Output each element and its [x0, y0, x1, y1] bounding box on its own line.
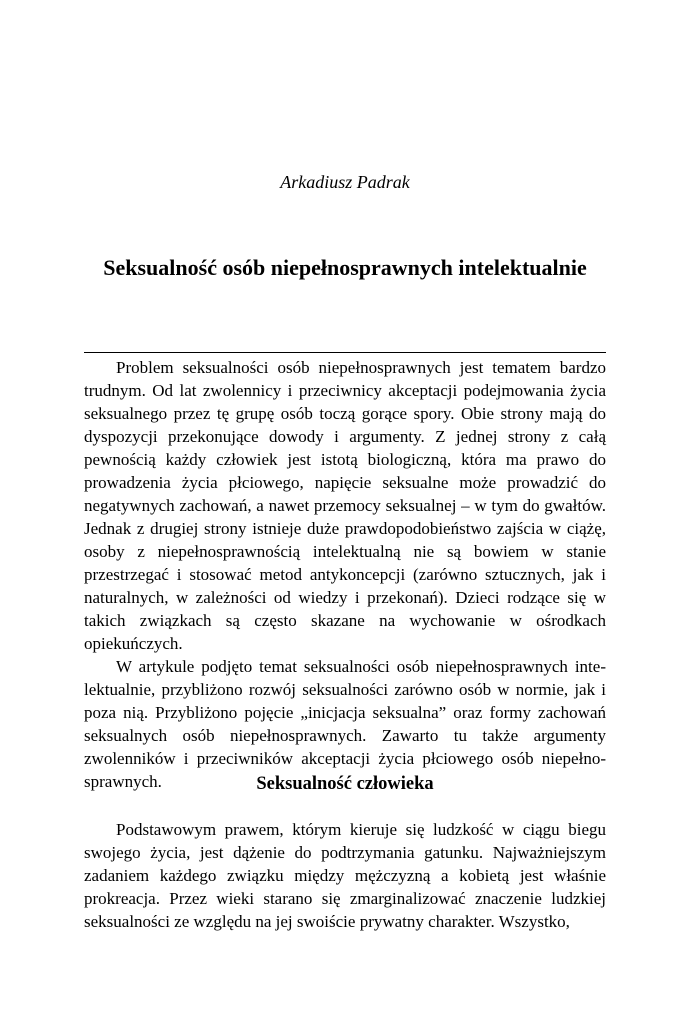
section-body: [84, 818, 606, 933]
horizontal-rule: [84, 352, 606, 353]
section-heading: Seksualność człowieka: [256, 774, 434, 794]
author-name: Arkadiusz Padrak: [280, 172, 410, 192]
abstract-paragraph-1: Problem seksualności osób niepełnosprawnych jest tematem bardzo trudnym. Od lat zwolennicy i przeciwnicy akceptacji podejmowania życia seksualnego przez tę grupę osób toczą gorące spory. Obie strony mają do dyspozycji przekonujące dowody i argumenty. Z jednej strony z całą pewnością każdy człowiek jest istotą biologiczną, która ma prawo do prowadzenia życia płciowego, napięcie seksualne może prowadzić do negatywnych zachowań, a nawet przemocy seksualnej – w tym do gwałtów. Jednak z drugiej strony istnieje duże prawdopodobieństwo zajścia w ciążę, osoby z niepełnosprawnością intelektualną nie są bowiem w stanie przestrzegać i stosować metod antykoncepcji (zarówno sztucznych, jak i naturalnych, w zależności od wiedzy i przekonań). Dzieci rodzące się w takich związkach są często skazane na wychowanie w ośrodkach opiekuńczych.: [84, 358, 606, 653]
abstract-paragraph-2: W artykule podjęto temat seksualności osób niepełnosprawnych intelektualnie, przybliżono rozwój seksualności zarówno osób w normie, jak i poza nią. Przybliżono pojęcie „inicjacja seksualna” oraz formy zachowań seksualnych osób niepełnosprawnych. Zawarto tu także argumenty zwolenników i przeciwników akceptacji życia płciowego osób niepełnosprawnych.: [84, 657, 606, 791]
abstract: [84, 356, 606, 793]
article-title: Seksualność osób niepełnosprawnych intelektualnie: [103, 255, 587, 280]
body-paragraph-1: Podstawowym prawem, którym kieruje się ludzkość w ciągu biegu swojego życia, jest dążenie do podtrzymania gatunku. Najważniejszym zadaniem każdego związku między mężczyzną a kobietą jest właśnie prokreacja. Przez wieki starano się zmarginalizować znaczenie ludzkiej seksualności ze względu na jej swoiście prywatny charakter. Wszystko,: [84, 820, 606, 931]
